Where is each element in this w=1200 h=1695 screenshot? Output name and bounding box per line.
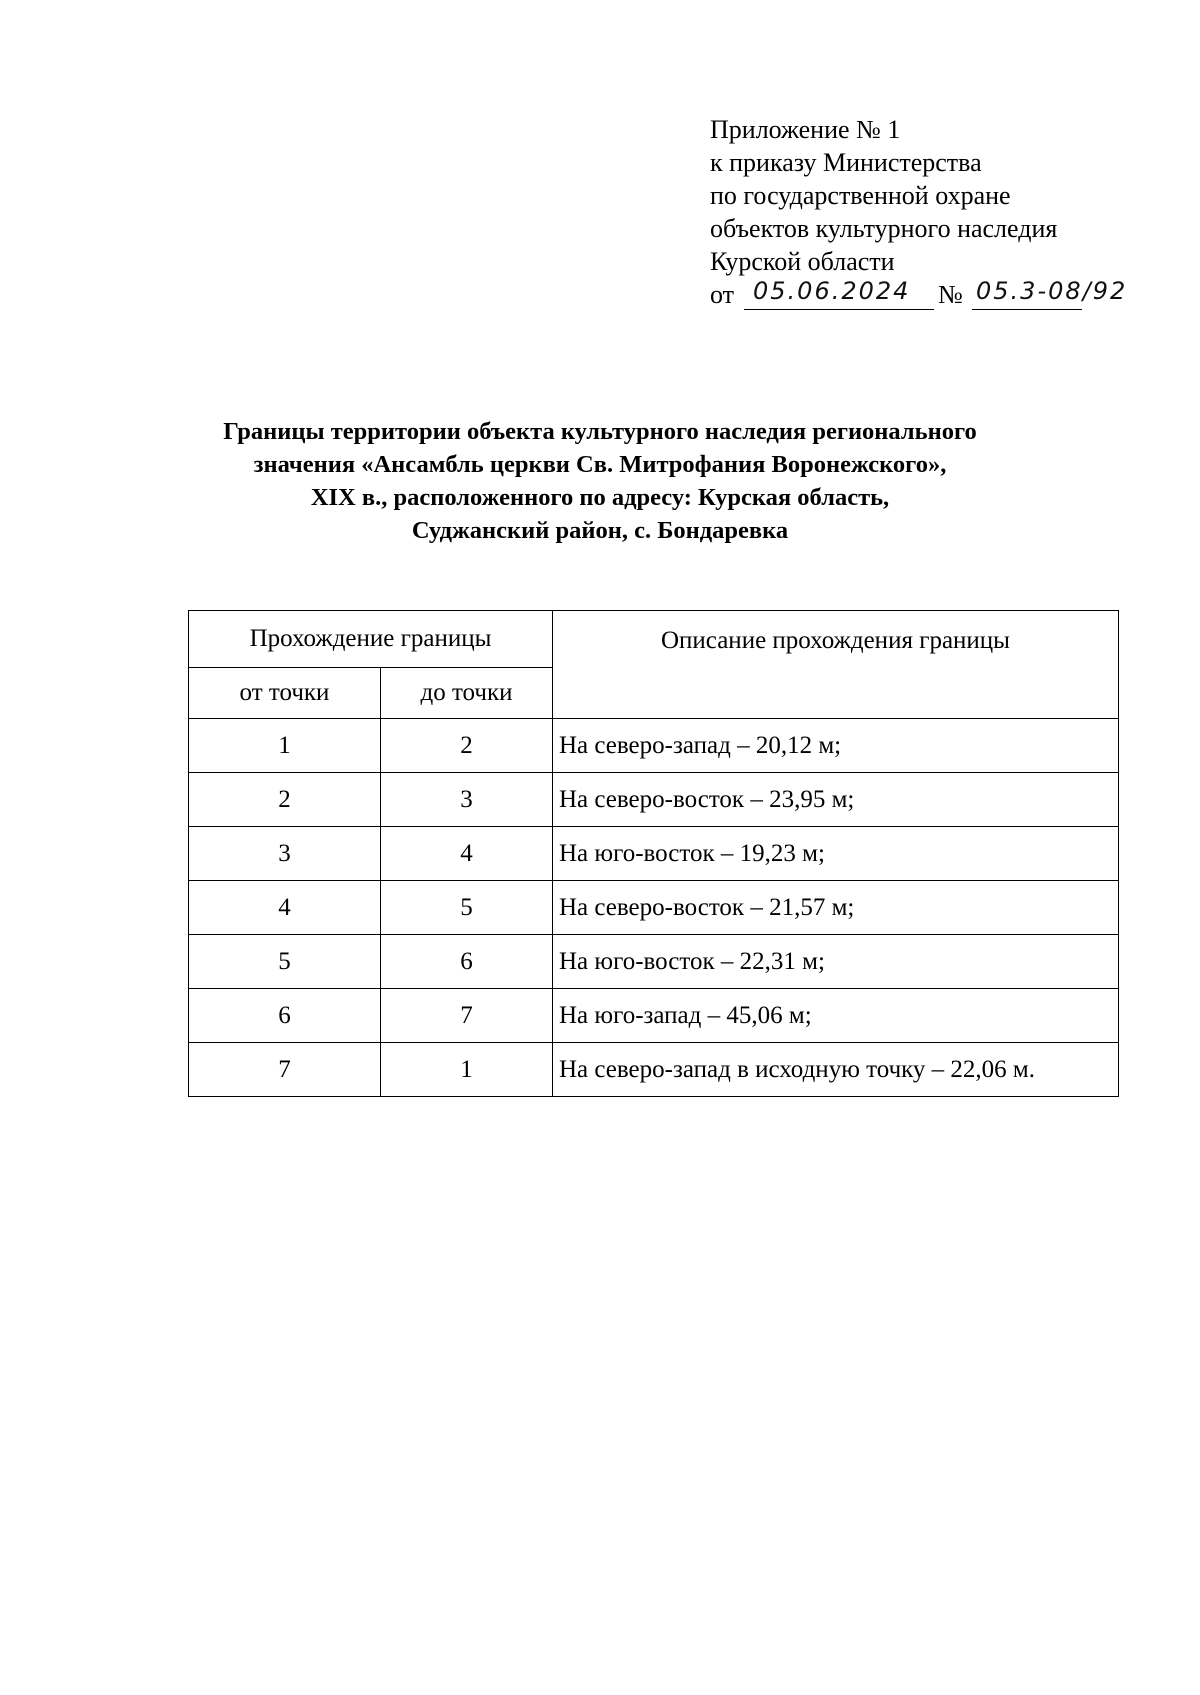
appendix-block: [710, 113, 1128, 318]
from-point-cell: 7: [189, 1043, 381, 1097]
description-cell: На юго-запад – 45,06 м;: [553, 989, 1119, 1043]
from-point-cell: 4: [189, 881, 381, 935]
title-line: Границы территории объекта культурного наследия регионального: [223, 418, 977, 445]
from-point-cell: 5: [189, 935, 381, 989]
appendix-title: Приложение № 1: [710, 115, 901, 144]
table-header-row: [189, 611, 1119, 668]
order-number-handwritten: 05.3-08/92: [976, 277, 1128, 305]
appendix-line: Курской области: [710, 247, 895, 276]
to-point-cell: 2: [381, 719, 553, 773]
date-underline: [744, 309, 934, 310]
to-point-cell: 6: [381, 935, 553, 989]
from-point-cell: 1: [189, 719, 381, 773]
table-row: [189, 773, 1119, 827]
title-line: значения «Ансамбль церкви Св. Митрофания Воронежского»,: [253, 451, 947, 478]
description-cell: На юго-восток – 22,31 м;: [553, 935, 1119, 989]
to-point-cell: 1: [381, 1043, 553, 1097]
table-row: [189, 989, 1119, 1043]
appendix-line: по государственной охране: [710, 181, 1011, 210]
to-point-cell: 3: [381, 773, 553, 827]
description-cell: На юго-восток – 19,23 м;: [553, 827, 1119, 881]
appendix-line: объектов культурного наследия: [710, 214, 1058, 243]
description-cell: На северо-восток – 23,95 м;: [553, 773, 1119, 827]
from-point-cell: 2: [189, 773, 381, 827]
title-line: Суджанский район, с. Бондаревка: [411, 517, 789, 544]
date-prefix: от: [710, 280, 735, 309]
number-prefix: №: [938, 280, 963, 309]
description-cell: На северо-восток – 21,57 м;: [553, 881, 1119, 935]
header-to-point: до точки: [381, 668, 553, 719]
table-row: [189, 1043, 1119, 1097]
title-line: XIX в., расположенного по адресу: Курская область,: [310, 484, 890, 511]
header-boundary-passage: Прохождение границы: [189, 611, 553, 668]
from-point-cell: 6: [189, 989, 381, 1043]
boundary-table: [188, 610, 1119, 1097]
appendix-line: к приказу Министерства: [710, 148, 982, 177]
table-row: [189, 881, 1119, 935]
table-row: [189, 719, 1119, 773]
from-point-cell: 3: [189, 827, 381, 881]
description-cell: На северо-запад – 20,12 м;: [553, 719, 1119, 773]
header-description: Описание прохождения границы: [553, 611, 1119, 719]
to-point-cell: 7: [381, 989, 553, 1043]
order-date-handwritten: 05.06.2024: [753, 277, 911, 305]
order-reference: [710, 277, 1128, 318]
table-row: [189, 827, 1119, 881]
table-row: [189, 935, 1119, 989]
to-point-cell: 4: [381, 827, 553, 881]
header-from-point: от точки: [189, 668, 381, 719]
document-title: [120, 415, 1080, 547]
to-point-cell: 5: [381, 881, 553, 935]
description-cell: На северо-запад в исходную точку – 22,06 м.: [553, 1043, 1119, 1097]
number-underline: [972, 309, 1082, 310]
